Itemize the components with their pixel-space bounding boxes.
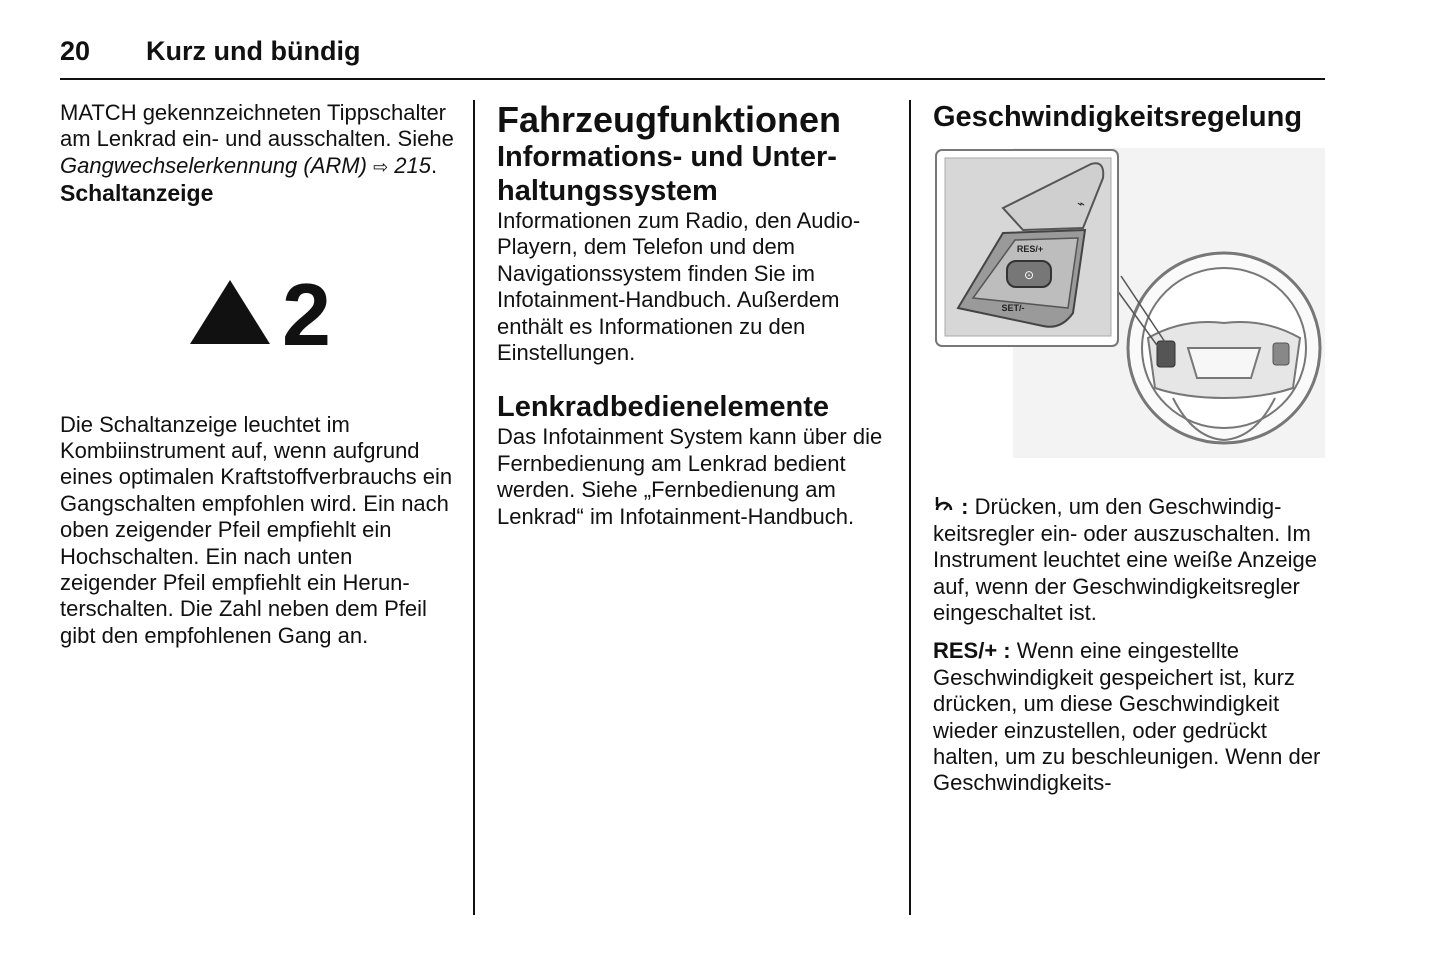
column-divider xyxy=(909,100,911,915)
column-middle xyxy=(497,100,892,530)
steering-wheel-illustration xyxy=(933,148,1325,458)
page-reference[interactable]: 215 xyxy=(388,152,431,178)
set-label: SET/- xyxy=(1001,303,1025,313)
heading-geschwindigkeitsregelung: Geschwindigkeitsregelung xyxy=(933,101,1303,133)
section-title: Kurz und bündig xyxy=(146,36,361,66)
paragraph-schaltanzeige: Die Schaltanzeige leuchtet im Kombiinstrument auf, wenn aufgrund eines optimalen Kraftstoffverbrauchs ein Gangschalten empfohlen wird. Ein nach oben zeigender Pfeil empfiehlt ein Hochschalten. Ein nach unten zeigender Pfeil empfiehlt ein Herunterschalten. Die Zahl neben dem Pfeil gibt den empfohlenen Gang an. xyxy=(60,411,453,648)
column-right xyxy=(933,100,1328,797)
cross-reference-link[interactable]: Gangwechselerkennung (ARM) xyxy=(60,152,367,178)
paragraph-text: Drücken, um den Geschwindigkeitsregler ein- oder auszuschalten. Im Instrument leuchtet eine weiße Anzeige auf, wenn der Geschwindigkeitsregler eingeschaltet ist. xyxy=(933,494,1318,626)
cruise-control-icon xyxy=(933,494,955,516)
paragraph-infotainment: Informationen zum Radio, den Audio-Playern, dem Telefon und dem Navigationssystem finden Sie im Infotainment-Handbuch. Außerdem enthält es Informationen zu den Einstellungen. xyxy=(497,208,861,366)
cruise-on-off-icon: ⌁ xyxy=(1077,197,1085,212)
page-header xyxy=(60,34,1325,80)
gear-digit: 2 xyxy=(281,265,331,355)
heading-fahrzeugfunktionen: Fahrzeugfunktionen xyxy=(497,99,841,140)
column-divider xyxy=(473,100,475,915)
heading-lenkradbedienelemente: Lenkradbedienelemente xyxy=(497,391,829,424)
shift-indicator-figure xyxy=(60,207,455,412)
heading-schaltanzeige: Schaltanzeige xyxy=(60,180,214,207)
cruise-button-icon: ⊙ xyxy=(1023,268,1035,282)
label-separator: : xyxy=(955,494,975,520)
res-label: RES/+ xyxy=(1016,244,1044,254)
paragraph-lenkrad: Das Infotainment System kann über die Fernbedienung am Lenkrad bedient werden. Siehe „Fernbedienung am Lenkrad“ im Infotainment-Handbuch. xyxy=(497,424,883,529)
heading-infotainment: Informations- und Unterhaltungssystem xyxy=(497,141,837,207)
paragraph-res xyxy=(933,638,1328,796)
paragraph-text: Wenn eine eingestellte Geschwindigkeit gespeichert ist, kurz drücken, um diese Geschwindigkeit wieder einzustellen, oder gedrückt halten, um zu beschleunigen. Wenn der Geschwindigkeits- xyxy=(933,638,1321,796)
upshift-arrow-icon xyxy=(178,264,338,354)
paragraph-cruise-onoff xyxy=(933,494,1328,626)
page-number: 20 xyxy=(60,36,91,66)
page-reference-arrow-icon: ⇨ xyxy=(373,156,389,177)
paragraph-match xyxy=(60,100,455,180)
res-label-text: RES/+ : xyxy=(933,638,1011,664)
paragraph-text: MATCH gekennzeichneten Tippschalter am Lenkrad ein- und ausschalten. Siehe xyxy=(60,100,454,152)
column-left xyxy=(60,100,455,649)
steering-wheel-figure xyxy=(933,148,1328,464)
paragraph-end: . xyxy=(430,152,438,178)
